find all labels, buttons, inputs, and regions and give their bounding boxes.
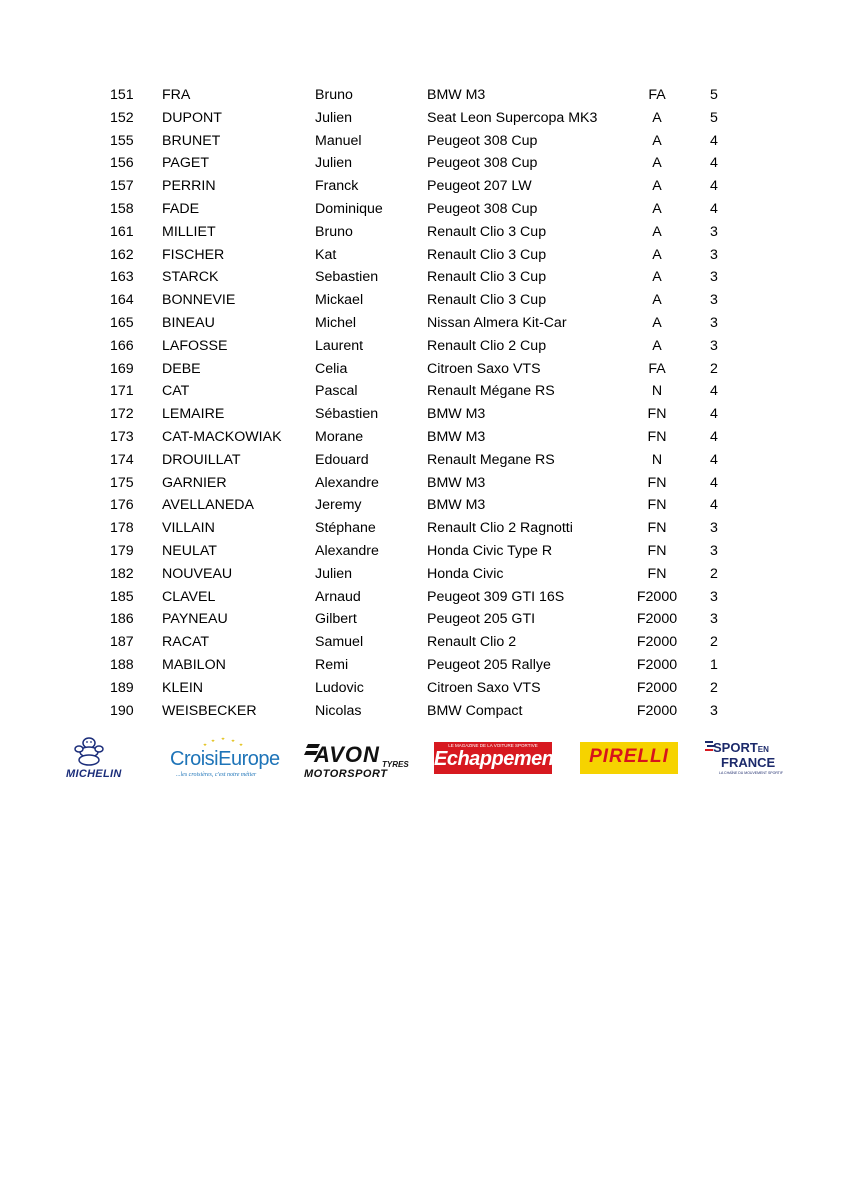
car-model: BMW M3: [427, 497, 486, 514]
driver-last-name: BONNEVIE: [162, 292, 236, 309]
entry-number: 161: [110, 223, 134, 240]
avon-wordmark: AVON: [314, 742, 380, 767]
car-group: A: [652, 314, 662, 331]
car-class: 3: [710, 542, 718, 559]
echappement-badge: [434, 742, 560, 774]
car-group: A: [652, 269, 662, 286]
car-group: F2000: [636, 634, 678, 651]
driver-last-name: MILLIET: [162, 223, 216, 240]
table-row: [110, 130, 739, 153]
car-group: FN: [647, 406, 667, 423]
driver-first-name: Samuel: [315, 634, 364, 651]
driver-first-name: Julien: [315, 565, 353, 582]
driver-first-name: Pascal: [315, 383, 358, 400]
sportenfrance-logo: [705, 738, 785, 782]
car-group: FN: [647, 542, 667, 559]
driver-first-name: Julien: [315, 155, 353, 172]
car-class: 1: [710, 656, 718, 673]
echappement-tagline: LE MAGAZINE DE LA VOITURE SPORTIVE: [448, 743, 538, 748]
table-row: [110, 107, 739, 130]
entry-number: 173: [110, 428, 134, 445]
entry-number: 155: [110, 132, 134, 149]
france-wordmark: FRANCE: [721, 755, 776, 770]
car-group: F2000: [636, 702, 678, 719]
car-group: A: [652, 178, 662, 195]
table-row: [110, 494, 739, 517]
driver-last-name: NEULAT: [162, 542, 217, 559]
entry-list-table: [110, 84, 739, 722]
driver-first-name: Gilbert: [315, 611, 357, 628]
echappement-logo: [434, 736, 560, 782]
car-group: FN: [647, 565, 667, 582]
car-group: FN: [647, 474, 667, 491]
car-class: 2: [710, 565, 718, 582]
table-row: [110, 449, 739, 472]
pirelli-logo: [580, 736, 680, 782]
driver-last-name: STARCK: [162, 269, 219, 286]
pirelli-wordmark: PIRELLI: [589, 746, 669, 767]
avon-motorsport-text: MOTORSPORT: [304, 768, 388, 780]
entry-number: 152: [110, 109, 134, 126]
car-group: F2000: [636, 656, 678, 673]
entry-number: 157: [110, 178, 134, 195]
table-row: [110, 700, 739, 723]
sponsor-logos: [60, 736, 790, 786]
car-class: 3: [710, 269, 718, 286]
driver-first-name: Alexandre: [315, 474, 379, 491]
driver-first-name: Sebastien: [315, 269, 379, 286]
entry-number: 176: [110, 497, 134, 514]
car-model: Honda Civic: [427, 565, 504, 582]
driver-first-name: Ludovic: [315, 679, 364, 696]
entry-number: 158: [110, 200, 134, 217]
driver-first-name: Mickael: [315, 292, 364, 309]
car-model: Renault Clio 2 Cup: [427, 337, 547, 354]
table-row: [110, 540, 739, 563]
car-group: A: [652, 246, 662, 263]
entry-number: 189: [110, 679, 134, 696]
entry-number: 165: [110, 314, 134, 331]
sportenfrance-tagline: LA CHAÎNE DU MOUVEMENT SPORTIF: [719, 771, 784, 775]
car-class: 5: [710, 109, 718, 126]
entry-number: 179: [110, 542, 134, 559]
table-row: [110, 358, 739, 381]
table-row: [110, 426, 739, 449]
driver-last-name: DUPONT: [162, 109, 222, 126]
car-class: 2: [710, 679, 718, 696]
driver-last-name: PAYNEAU: [162, 611, 228, 628]
driver-first-name: Morane: [315, 428, 364, 445]
car-model: Peugeot 205 GTI: [427, 611, 536, 628]
entry-number: 185: [110, 588, 134, 605]
entry-number: 182: [110, 565, 134, 582]
driver-last-name: CLAVEL: [162, 588, 216, 605]
car-model: BMW M3: [427, 406, 486, 423]
table-row: [110, 84, 739, 107]
car-group: FA: [648, 87, 666, 103]
driver-last-name: BINEAU: [162, 314, 215, 331]
car-group: FN: [647, 428, 667, 445]
sport-wordmark: [713, 740, 769, 755]
driver-last-name: GARNIER: [162, 474, 227, 491]
driver-first-name: Jeremy: [315, 497, 362, 514]
michelin-man-icon: [74, 736, 104, 768]
driver-last-name: MABILON: [162, 656, 226, 673]
driver-first-name: Alexandre: [315, 542, 379, 559]
driver-last-name: LAFOSSE: [162, 337, 228, 354]
car-group: A: [652, 200, 662, 217]
car-model: Renault Clio 3 Cup: [427, 246, 547, 263]
car-class: 4: [710, 406, 718, 423]
table-row: [110, 175, 739, 198]
table-row: [110, 403, 739, 426]
echappement-wordmark: Echappement: [434, 748, 560, 770]
driver-first-name: Celia: [315, 360, 348, 377]
driver-first-name: Kat: [315, 246, 337, 263]
driver-last-name: LEMAIRE: [162, 406, 225, 423]
car-model: Renault Megane RS: [427, 451, 555, 468]
entry-number: 164: [110, 292, 134, 309]
en-word: EN: [757, 745, 769, 754]
car-model: Renault Clio 3 Cup: [427, 269, 547, 286]
driver-first-name: Michel: [315, 314, 356, 331]
car-class: 4: [710, 474, 718, 491]
michelin-logo: [66, 736, 146, 782]
car-model: Honda Civic Type R: [427, 542, 553, 559]
entry-number: 171: [110, 383, 134, 400]
driver-first-name: Edouard: [315, 451, 369, 468]
entry-number: 187: [110, 634, 134, 651]
driver-last-name: CAT-MACKOWIAK: [162, 428, 282, 445]
driver-last-name: PAGET: [162, 155, 210, 172]
car-group: A: [652, 337, 662, 354]
table-row: [110, 563, 739, 586]
table-row: [110, 312, 739, 335]
car-model: Peugeot 309 GTI 16S: [427, 588, 565, 605]
car-group: A: [652, 109, 662, 126]
driver-first-name: Laurent: [315, 337, 364, 354]
driver-last-name: FADE: [162, 200, 200, 217]
car-group: N: [651, 451, 663, 468]
car-class: 3: [710, 588, 718, 605]
driver-last-name: KLEIN: [162, 679, 204, 696]
driver-first-name: Bruno: [315, 223, 353, 240]
car-class: 4: [710, 428, 718, 445]
driver-last-name: AVELLANEDA: [162, 497, 254, 514]
car-group: F2000: [636, 588, 678, 605]
entry-number: 156: [110, 155, 134, 172]
car-group: A: [652, 292, 662, 309]
entry-list-body: [110, 84, 739, 722]
car-model: BMW Compact: [427, 702, 523, 719]
entry-number: 151: [110, 87, 134, 103]
car-class: 3: [710, 314, 718, 331]
car-group: F2000: [636, 679, 678, 696]
car-class: 4: [710, 155, 718, 172]
car-model: Peugeot 205 Rallye: [427, 656, 551, 673]
driver-first-name: Manuel: [315, 132, 362, 149]
table-row: [110, 608, 739, 631]
car-model: Peugeot 308 Cup: [427, 200, 538, 217]
car-model: Renault Clio 3 Cup: [427, 223, 547, 240]
car-class: 3: [710, 223, 718, 240]
entry-number: 162: [110, 246, 134, 263]
driver-last-name: WEISBECKER: [162, 702, 257, 719]
table-row: [110, 677, 739, 700]
car-model: Citroen Saxo VTS: [427, 360, 541, 377]
table-row: [110, 198, 739, 221]
driver-first-name: Arnaud: [315, 588, 361, 605]
table-row: [110, 517, 739, 540]
car-model: Peugeot 308 Cup: [427, 155, 538, 172]
driver-first-name: Dominique: [315, 200, 383, 217]
entry-number: 163: [110, 269, 134, 286]
car-model: Renault Clio 2 Ragnotti: [427, 520, 573, 537]
driver-last-name: FRA: [162, 87, 191, 103]
croisieurope-wordmark: CroisiEurope: [170, 748, 280, 770]
entry-number: 178: [110, 520, 134, 537]
driver-last-name: FISCHER: [162, 246, 225, 263]
car-class: 3: [710, 337, 718, 354]
car-group: A: [652, 223, 662, 240]
driver-first-name: Stéphane: [315, 520, 376, 537]
car-model: Renault Clio 3 Cup: [427, 292, 547, 309]
table-row: [110, 152, 739, 175]
car-group: FN: [647, 497, 667, 514]
table-row: [110, 244, 739, 267]
table-row: [110, 221, 739, 244]
car-class: 3: [710, 520, 718, 537]
table-row: [110, 380, 739, 403]
car-group: N: [651, 383, 663, 400]
croisieurope-logo: [170, 736, 280, 782]
driver-first-name: Nicolas: [315, 702, 362, 719]
car-class: 3: [710, 246, 718, 263]
car-class: 2: [710, 634, 718, 651]
car-class: 2: [710, 360, 718, 377]
entry-number: 172: [110, 406, 134, 423]
car-model: BMW M3: [427, 428, 486, 445]
car-class: 5: [710, 87, 718, 103]
table-row: [110, 335, 739, 358]
driver-last-name: CAT: [162, 383, 190, 400]
pirelli-badge: [580, 742, 678, 774]
table-row: [110, 289, 739, 312]
car-class: 3: [710, 611, 718, 628]
car-class: 3: [710, 292, 718, 309]
car-class: 4: [710, 451, 718, 468]
entry-number: 188: [110, 656, 134, 673]
entry-number: 190: [110, 702, 134, 719]
driver-last-name: PERRIN: [162, 178, 216, 195]
driver-first-name: Sébastien: [315, 406, 379, 423]
driver-last-name: DEBE: [162, 360, 201, 377]
table-row: [110, 472, 739, 495]
car-model: Seat Leon Supercopa MK3: [427, 109, 598, 126]
michelin-wordmark: MICHELIN: [66, 768, 122, 780]
table-row: [110, 654, 739, 677]
car-class: 4: [710, 178, 718, 195]
car-class: 4: [710, 200, 718, 217]
car-class: 4: [710, 383, 718, 400]
driver-last-name: RACAT: [162, 634, 210, 651]
car-model: Renault Mégane RS: [427, 383, 555, 400]
driver-first-name: Remi: [315, 656, 349, 673]
driver-last-name: DROUILLAT: [162, 451, 241, 468]
car-group: FA: [648, 360, 666, 377]
table-row: [110, 631, 739, 654]
car-class: 4: [710, 132, 718, 149]
driver-last-name: VILLAIN: [162, 520, 215, 537]
car-group: A: [652, 155, 662, 172]
entry-number: 175: [110, 474, 134, 491]
car-class: 4: [710, 497, 718, 514]
avon-logo: [304, 740, 414, 782]
entry-number: 166: [110, 337, 134, 354]
avon-tyres-text: TYRES: [382, 760, 409, 769]
entry-number: 174: [110, 451, 134, 468]
driver-first-name: Bruno: [315, 87, 353, 103]
croisieurope-tagline: ...les croisières, c'est notre métier: [176, 772, 257, 778]
driver-first-name: Franck: [315, 178, 359, 195]
car-model: BMW M3: [427, 87, 486, 103]
driver-last-name: BRUNET: [162, 132, 221, 149]
car-model: BMW M3: [427, 474, 486, 491]
car-class: 3: [710, 702, 718, 719]
entry-number: 169: [110, 360, 134, 377]
entry-number: 186: [110, 611, 134, 628]
car-model: Nissan Almera Kit-Car: [427, 314, 567, 331]
car-model: Citroen Saxo VTS: [427, 679, 541, 696]
car-model: Peugeot 308 Cup: [427, 132, 538, 149]
car-model: Peugeot 207 LW: [427, 178, 532, 195]
sport-word: SPORT: [713, 740, 758, 755]
driver-last-name: NOUVEAU: [162, 565, 233, 582]
table-row: [110, 586, 739, 609]
car-group: A: [652, 132, 662, 149]
car-group: F2000: [636, 611, 678, 628]
table-row: [110, 266, 739, 289]
car-group: FN: [647, 520, 667, 537]
car-model: Renault Clio 2: [427, 634, 517, 651]
driver-first-name: Julien: [315, 109, 353, 126]
